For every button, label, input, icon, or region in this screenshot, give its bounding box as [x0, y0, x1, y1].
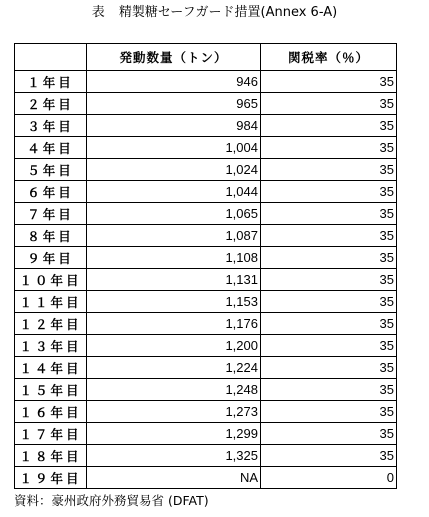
row-year: ２年目	[15, 93, 87, 115]
table-title-label: 表	[91, 5, 105, 20]
table-row	[15, 137, 397, 159]
table-row	[15, 445, 397, 467]
row-quantity: 1,153	[87, 291, 261, 313]
row-rate: 35	[261, 357, 397, 379]
row-quantity: 965	[87, 93, 261, 115]
row-year: ５年目	[15, 159, 87, 181]
row-rate: 35	[261, 71, 397, 93]
row-rate: 35	[261, 335, 397, 357]
row-rate: 0	[261, 467, 397, 489]
row-rate: 35	[261, 379, 397, 401]
row-quantity: 1,108	[87, 247, 261, 269]
row-quantity: 1,325	[87, 445, 261, 467]
table-row	[15, 357, 397, 379]
header-quantity: 発動数量（トン）	[87, 44, 261, 71]
row-year: １年目	[15, 71, 87, 93]
table-row	[15, 203, 397, 225]
row-rate: 35	[261, 137, 397, 159]
row-rate: 35	[261, 225, 397, 247]
row-rate: 35	[261, 401, 397, 423]
row-rate: 35	[261, 115, 397, 137]
table-row	[15, 247, 397, 269]
row-rate: 35	[261, 313, 397, 335]
row-year: １８年目	[15, 445, 87, 467]
row-rate: 35	[261, 269, 397, 291]
row-year: １１年目	[15, 291, 87, 313]
row-year: １３年目	[15, 335, 87, 357]
row-year: ６年目	[15, 181, 87, 203]
header-rate: 関税率（％）	[261, 44, 397, 71]
row-year: ３年目	[15, 115, 87, 137]
table-row	[15, 159, 397, 181]
row-rate: 35	[261, 93, 397, 115]
row-rate: 35	[261, 159, 397, 181]
row-quantity: 1,224	[87, 357, 261, 379]
row-year: １６年目	[15, 401, 87, 423]
row-year: ８年目	[15, 225, 87, 247]
row-rate: 35	[261, 247, 397, 269]
row-year: １４年目	[15, 357, 87, 379]
row-rate: 35	[261, 445, 397, 467]
row-year: ７年目	[15, 203, 87, 225]
row-year: ９年目	[15, 247, 87, 269]
row-quantity: 1,044	[87, 181, 261, 203]
table-row	[15, 269, 397, 291]
table-row	[15, 423, 397, 445]
row-rate: 35	[261, 181, 397, 203]
row-quantity: 1,065	[87, 203, 261, 225]
row-year: １０年目	[15, 269, 87, 291]
row-rate: 35	[261, 291, 397, 313]
safeguard-table	[14, 43, 397, 489]
header-corner-cell	[15, 44, 87, 71]
row-rate: 35	[261, 423, 397, 445]
row-quantity: 1,273	[87, 401, 261, 423]
table-row	[15, 71, 397, 93]
table-row	[15, 313, 397, 335]
table-title-text: 精製糖セーフガード措置(Annex 6-A)	[118, 5, 338, 20]
row-quantity: 984	[87, 115, 261, 137]
table-row	[15, 467, 397, 489]
table-row	[15, 379, 397, 401]
row-year: １５年目	[15, 379, 87, 401]
table-body	[15, 71, 397, 489]
row-year: ４年目	[15, 137, 87, 159]
row-year: １９年目	[15, 467, 87, 489]
row-year: １７年目	[15, 423, 87, 445]
table-row	[15, 401, 397, 423]
row-quantity: 1,248	[87, 379, 261, 401]
row-rate: 35	[261, 203, 397, 225]
table-row	[15, 225, 397, 247]
table-row	[15, 93, 397, 115]
row-quantity: 1,024	[87, 159, 261, 181]
row-quantity: 946	[87, 71, 261, 93]
table-header-row	[15, 44, 397, 71]
row-quantity: 1,200	[87, 335, 261, 357]
row-year: １２年目	[15, 313, 87, 335]
row-quantity: 1,131	[87, 269, 261, 291]
row-quantity: 1,299	[87, 423, 261, 445]
table-row	[15, 181, 397, 203]
row-quantity: 1,176	[87, 313, 261, 335]
row-quantity: NA	[87, 467, 261, 489]
source-note: 資料：豪州政府外務貿易省 (DFAT)	[14, 493, 209, 508]
row-quantity: 1,087	[87, 225, 261, 247]
table-row	[15, 335, 397, 357]
row-quantity: 1,004	[87, 137, 261, 159]
table-row	[15, 115, 397, 137]
table-row	[15, 291, 397, 313]
table-title	[0, 0, 429, 26]
